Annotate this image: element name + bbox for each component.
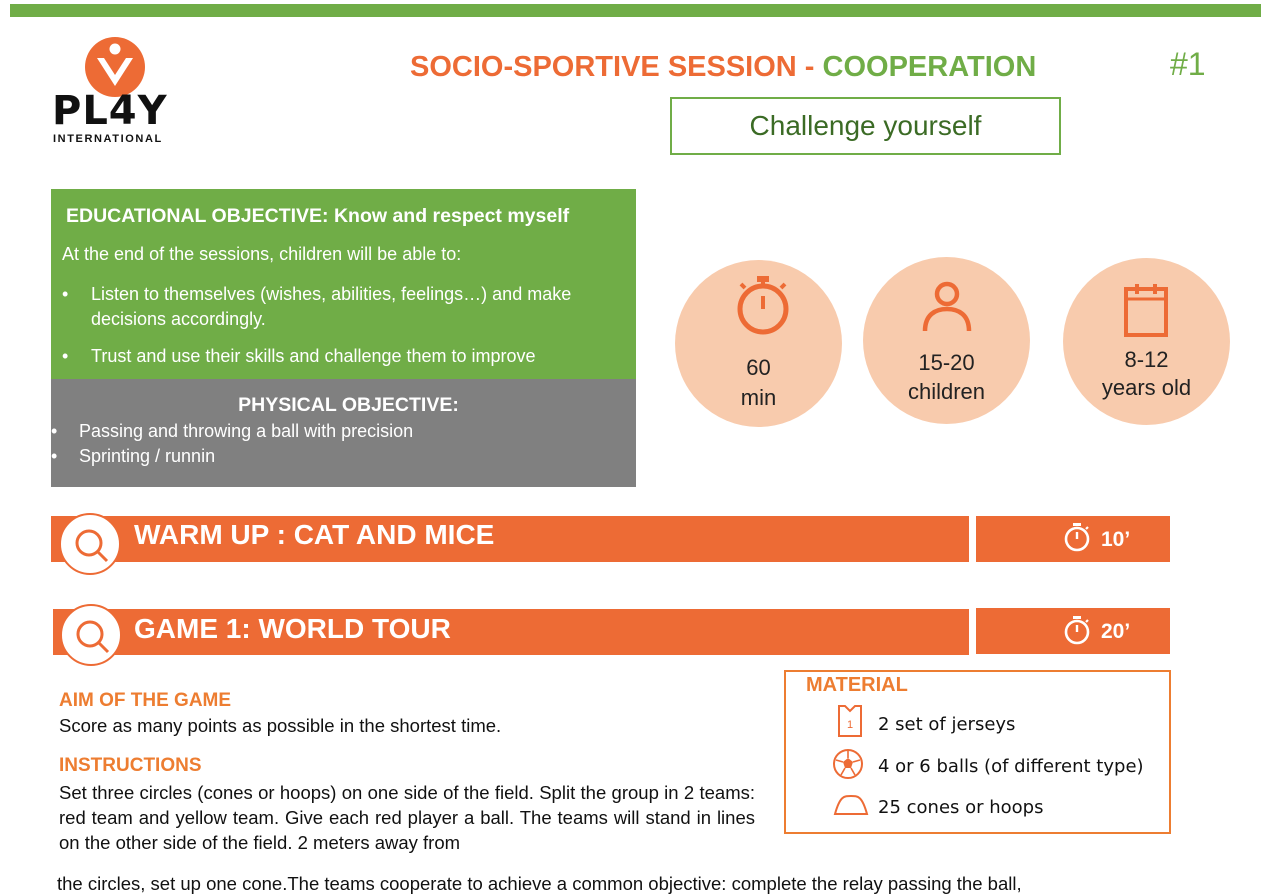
physical-bullet: [51, 421, 611, 445]
soccer-ball-icon: [832, 748, 864, 780]
stat-value: 15-20: [918, 350, 975, 375]
section-time: 10’: [1101, 528, 1131, 551]
play-international-logo: [52, 36, 182, 148]
aim-heading: AIM OF THE GAME: [59, 690, 232, 711]
stat-unit: min: [740, 385, 777, 410]
bullet-text: Listen to themselves (wishes, abilities, feelings…) and make decisions accordingly.: [91, 284, 572, 329]
magnifier-icon: [72, 526, 110, 564]
instructions-continuation: the circles, set up one cone.The teams cooperate to achieve a common objective: complete the relay passing the ball,: [57, 873, 1022, 894]
bullet-text: Sprinting / runnin: [79, 446, 216, 466]
duration-stat: [675, 260, 842, 427]
bullet-dot: •: [51, 446, 58, 466]
material-box: [784, 670, 1171, 834]
instructions-heading: INSTRUCTIONS: [59, 755, 202, 776]
material-item-label: 4 or 6 balls (of different type): [878, 756, 1144, 777]
stopwatch-icon: [735, 274, 791, 336]
jersey-number: 1: [846, 719, 854, 731]
educational-heading: EDUCATIONAL OBJECTIVE: Know and respect myself: [66, 205, 570, 227]
educational-intro: At the end of the sessions, children will be able to:: [62, 244, 462, 264]
top-accent-bar: [10, 4, 1261, 17]
jersey-icon: [836, 704, 864, 738]
stat-value: 60: [746, 355, 771, 380]
physical-bullet: [51, 446, 611, 470]
challenge-label: Challenge yourself: [749, 110, 982, 141]
group-size-stat: [863, 257, 1030, 424]
stopwatch-icon: [1063, 522, 1091, 552]
educational-objective-panel: [51, 189, 636, 379]
material-item-label: 25 cones or hoops: [878, 797, 1044, 818]
material-heading: MATERIAL: [806, 674, 908, 696]
educational-bullet: [62, 282, 632, 332]
title-theme: COOPERATION: [822, 51, 1037, 83]
magnifier-icon: [73, 617, 111, 655]
bullet-dot: •: [51, 421, 58, 441]
cone-icon: [832, 792, 870, 818]
title-separator: -: [796, 51, 823, 83]
section-title: WARM UP : CAT AND MICE: [134, 519, 495, 550]
section-time: 20’: [1101, 620, 1131, 643]
physical-heading: PHYSICAL OBJECTIVE:: [238, 394, 459, 416]
stat-unit: children: [907, 379, 986, 404]
logo-wordmark: PL4Y: [52, 88, 168, 134]
age-stat: [1063, 258, 1230, 425]
session-number: #1: [1170, 46, 1206, 82]
logo-subtitle: INTERNATIONAL: [53, 133, 163, 145]
stopwatch-icon: [1063, 615, 1091, 645]
aim-text: Score as many points as possible in the shortest time.: [59, 715, 502, 736]
section-title: GAME 1: WORLD TOUR: [134, 613, 451, 644]
educational-bullet: [62, 344, 632, 369]
stat-unit: years old: [1101, 375, 1192, 400]
page-title: [410, 51, 1036, 84]
physical-objective-panel: [51, 379, 636, 487]
person-icon: [921, 281, 973, 333]
stat-value: 8-12: [1124, 347, 1169, 372]
title-main: SOCIO-SPORTIVE SESSION: [410, 51, 797, 83]
calendar-icon: [1123, 282, 1169, 338]
bullet-text: Passing and throwing a ball with precision: [79, 421, 414, 441]
challenge-box: [670, 97, 1061, 155]
instructions-text: Set three circles (cones or hoops) on one side of the field. Split the group in 2 teams: red team and yellow team. Give each red player a ball. The teams will stand in lines on the other side of the field. 2 meters away from: [59, 782, 755, 853]
bullet-dot: •: [62, 284, 69, 304]
bullet-text: Trust and use their skills and challenge them to improve: [91, 346, 536, 366]
bullet-dot: •: [62, 346, 69, 366]
material-item-label: 2 set of jerseys: [878, 714, 1016, 735]
